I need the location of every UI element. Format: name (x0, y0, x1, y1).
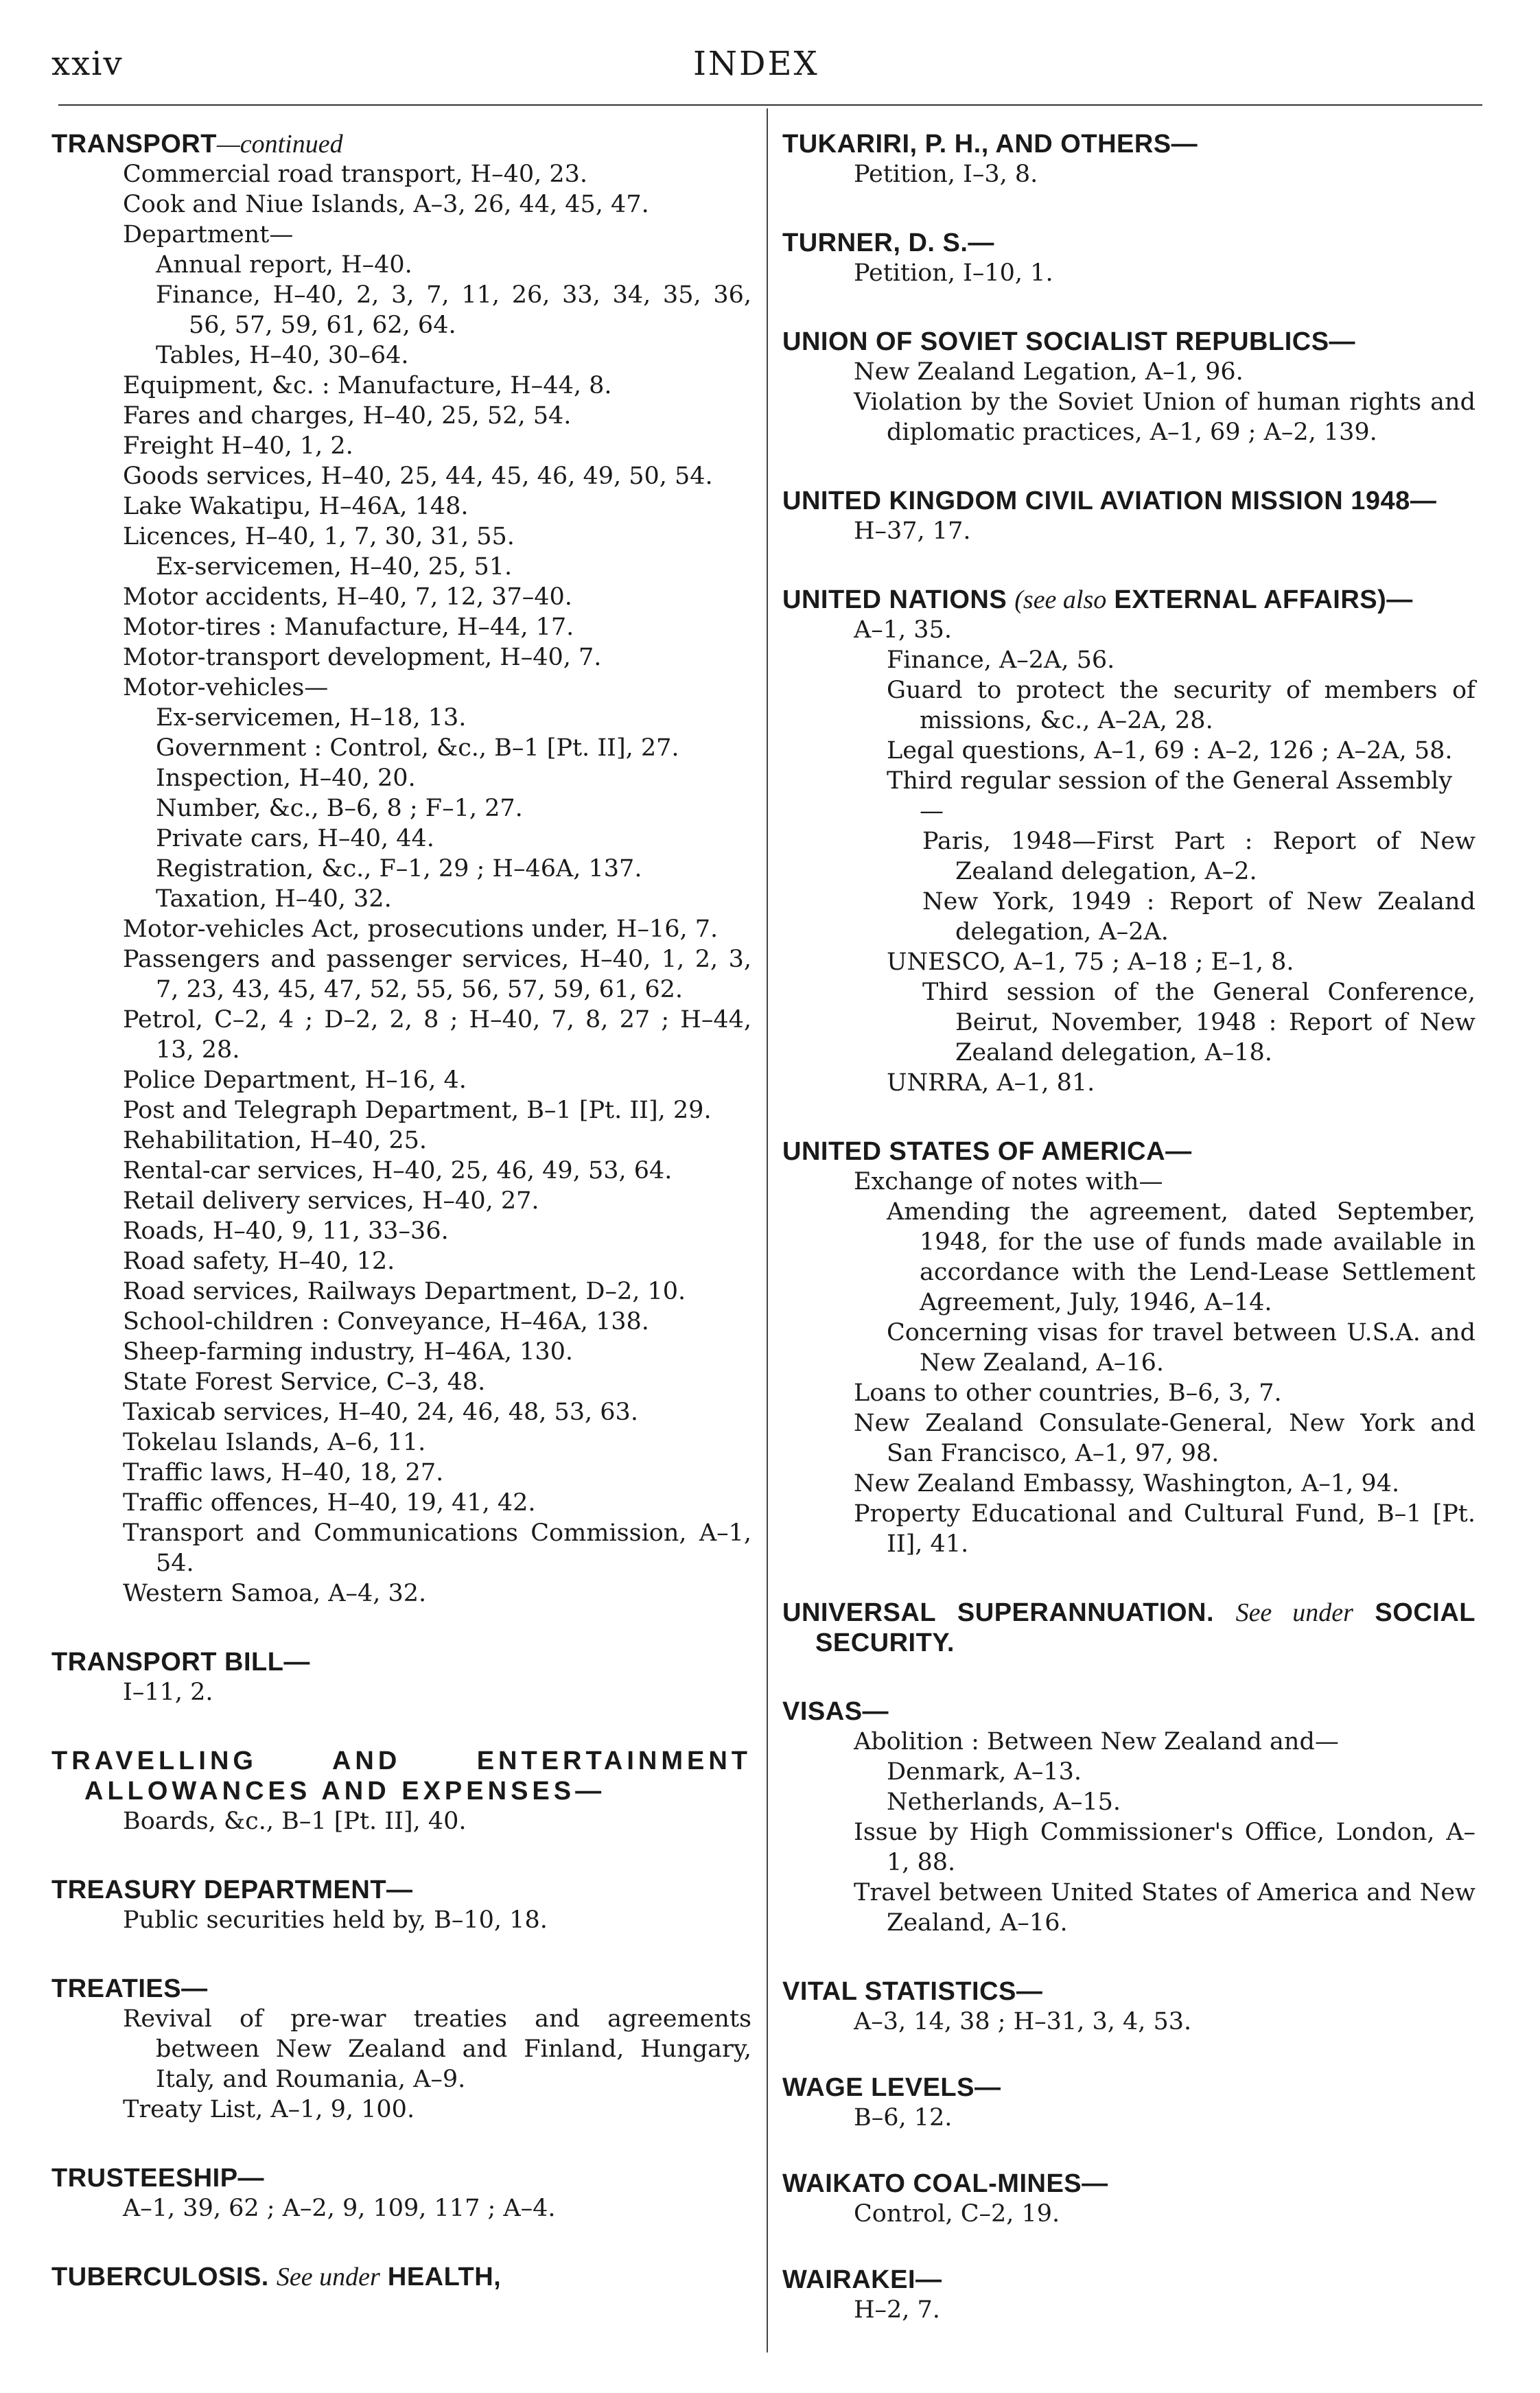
subentry: Roads, H–40, 9, 11, 33–36. (123, 1217, 449, 1245)
subentry: Road safety, H–40, 12. (123, 1248, 395, 1275)
subentry: Loans to other countries, B–6, 3, 7. (854, 1379, 1282, 1407)
entry-heading: TRUSTEESHIP— (51, 2164, 265, 2193)
subentry: Transport and Communications Commission, A–1, 54. (123, 1519, 751, 1577)
subentry: Treaty List, A–1, 9, 100. (123, 2096, 415, 2123)
subentry: Tokelau Islands, A–6, 11. (123, 1429, 426, 1456)
subentry: Post and Telegraph Department, B–1 [Pt. II], 29. (123, 1097, 712, 1124)
subentry: Passengers and passenger services, H–40, 1, 2, 3, 7, 23, 43, 45, 47, 52, 55, 56, 57, 59, 61, 62. (123, 946, 751, 1003)
subentry: Motor-vehicles— (123, 674, 329, 701)
subentry: Annual report, H–40. (156, 251, 412, 279)
subentry: Rehabilitation, H–40, 25. (123, 1127, 427, 1154)
subentry: New York, 1949 : Report of New Zealand delegation, A–2A. (922, 888, 1475, 946)
subentry: New Zealand Consulate-General, New York and San Francisco, A–1, 97, 98. (854, 1410, 1475, 1467)
subentry: Police Department, H–16, 4. (123, 1066, 467, 1094)
subentry: Motor accidents, H–40, 7, 12, 37–40. (123, 583, 572, 611)
index-entry-visas (782, 1696, 1475, 1938)
index-entry-tuberculosis (51, 2262, 751, 2292)
subentry: Issue by High Commissioner's Office, London, A–1, 88. (854, 1819, 1475, 1876)
subentry: H–2, 7. (854, 2296, 940, 2324)
subentry: Taxicab services, H–40, 24, 46, 48, 53, 63. (123, 1399, 638, 1426)
subentry: Traffic offences, H–40, 19, 41, 42. (123, 1489, 536, 1517)
index-entry-transport-bill (51, 1647, 751, 1707)
entry-heading: WAIKATO COAL-MINES— (782, 2169, 1108, 2198)
subentry: Third regular session of the General Assembly— (887, 767, 1453, 825)
entry-heading: UNIVERSAL SUPERANNUATION. See under SOCIAL SECURITY. (782, 1598, 1475, 1657)
subentry: Ex-servicemen, H–18, 13. (156, 704, 467, 732)
subentry: B–6, 12. (854, 2104, 953, 2132)
subentry: Commercial road transport, H–40, 23. (123, 161, 588, 188)
subentry: Number, &c., B–6, 8 ; F–1, 27. (156, 795, 523, 822)
subentry: Rental-car services, H–40, 25, 46, 49, 53, 64. (123, 1157, 673, 1184)
entry-heading: WAGE LEVELS— (782, 2073, 1001, 2102)
entry-heading: TRAVELLING AND ENTERTAINMENT ALLOWANCES AND EXPENSES— (51, 1747, 751, 1806)
index-entry-vital-statistics (782, 1976, 1475, 2037)
subentry: Concerning visas for travel between U.S.A. and New Zealand, A–16. (887, 1319, 1475, 1377)
subentry: Road services, Railways Department, D–2, 10. (123, 1278, 686, 1305)
subentry: Amending the agreement, dated September, 1948, for the use of funds made available in accordance with the Lend-Lease Settlement Agreement, July, 1946, A–14. (887, 1198, 1475, 1316)
entry-heading: TREASURY DEPARTMENT— (51, 1876, 413, 1904)
entry-heading: TURNER, D. S.— (782, 229, 994, 257)
index-entry-turner (782, 228, 1475, 288)
subentry: Equipment, &c. : Manufacture, H–44, 8. (123, 372, 612, 399)
subentry: Freight H–40, 1, 2. (123, 432, 353, 460)
subentry: Revival of pre-war treaties and agreements between New Zealand and Finland, Hungary, Italy, and Roumania, A–9. (123, 2005, 751, 2093)
subentry: Netherlands, A–15. (887, 1788, 1121, 1816)
index-entry-ussr (782, 327, 1475, 447)
subentry: Exchange of notes with— (854, 1168, 1163, 1195)
index-entry-treaties (51, 1974, 751, 2125)
subentry: Tables, H–40, 30–64. (156, 342, 409, 369)
index-entry-wairakei (782, 2265, 1475, 2325)
subentry: Department— (123, 221, 294, 248)
subentry: Lake Wakatipu, H–46A, 148. (123, 493, 469, 520)
subentry: Finance, H–40, 2, 3, 7, 11, 26, 33, 34, 35, 36, 56, 57, 59, 61, 62, 64. (156, 281, 751, 339)
subentry: New Zealand Embassy, Washington, A–1, 94. (854, 1470, 1400, 1497)
entry-heading: UNITED STATES OF AMERICA— (782, 1137, 1192, 1166)
subentry: Petition, I–10, 1. (854, 259, 1053, 287)
header-rule (58, 104, 1482, 106)
page-number: xxiv (51, 45, 124, 83)
subentry: H–37, 17. (854, 517, 971, 545)
subentry: Government : Control, &c., B–1 [Pt. II], 27. (156, 734, 679, 762)
subentry: School-children : Conveyance, H–46A, 138. (123, 1308, 649, 1335)
index-entry-united-nations (782, 585, 1475, 1098)
subentry: Paris, 1948—First Part : Report of New Zealand delegation, A–2. (922, 828, 1475, 885)
subentry: Abolition : Between New Zealand and— (854, 1728, 1339, 1755)
right-column (782, 129, 1475, 2361)
index-entry-uk-civil-aviation (782, 486, 1475, 546)
subentry: Travel between United States of America and New Zealand, A–16. (854, 1879, 1475, 1937)
entry-heading: VITAL STATISTICS— (782, 1977, 1043, 2006)
index-entry-usa (782, 1136, 1475, 1559)
subentry: A–1, 39, 62 ; A–2, 9, 109, 117 ; A–4. (123, 2195, 556, 2222)
subentry: Western Samoa, A–4, 32. (123, 1580, 427, 1607)
index-entry-tukariri (782, 129, 1475, 189)
index-entry-travelling (51, 1746, 751, 1836)
column-divider (767, 108, 768, 2353)
subentry: Registration, &c., F–1, 29 ; H–46A, 137. (156, 855, 642, 883)
subentry: Retail delivery services, H–40, 27. (123, 1187, 539, 1215)
subentry: Private cars, H–40, 44. (156, 825, 434, 852)
subentry: Third session of the General Conference, Beirut, November, 1948 : Report of New Zealand delegation, A–18. (922, 979, 1475, 1066)
subentry: Petition, I–3, 8. (854, 161, 1038, 188)
subentry: Control, C–2, 19. (854, 2200, 1060, 2228)
index-entry-waikato (782, 2169, 1475, 2229)
entry-heading: WAIRAKEI— (782, 2265, 942, 2294)
subentry: Goods services, H–40, 25, 44, 45, 46, 49, 50, 54. (123, 463, 713, 490)
subentry: State Forest Service, C–3, 48. (123, 1368, 486, 1396)
subentry: Legal questions, A–1, 69 : A–2, 126 ; A–2A, 58. (887, 737, 1453, 764)
subentry: Licences, H–40, 1, 7, 30, 31, 55. (123, 523, 515, 550)
subentry: Inspection, H–40, 20. (156, 764, 416, 792)
page-header (0, 38, 1540, 93)
subentry: UNRRA, A–1, 81. (887, 1069, 1095, 1097)
entry-heading: UNITED KINGDOM CIVIL AVIATION MISSION 1948— (782, 487, 1437, 515)
subentry: Cook and Niue Islands, A–3, 26, 44, 45, 47. (123, 191, 649, 218)
subentry: Guard to protect the security of members of missions, &c., A–2A, 28. (887, 677, 1475, 734)
subentry: Finance, A–2A, 56. (887, 646, 1115, 674)
subentry: Taxation, H–40, 32. (156, 885, 392, 913)
subentry: Sheep-farming industry, H–46A, 130. (123, 1338, 574, 1366)
index-entry-wage-levels (782, 2073, 1475, 2133)
entry-heading: VISAS— (782, 1697, 889, 1726)
subentry: Fares and charges, H–40, 25, 52, 54. (123, 402, 572, 430)
entry-heading: TUBERCULOSIS. See under HEALTH, (51, 2263, 502, 2291)
subentry: I–11, 2. (123, 1679, 213, 1706)
left-column (51, 129, 751, 2331)
subentry: Traffic laws, H–40, 18, 27. (123, 1459, 444, 1486)
subentry: New Zealand Legation, A–1, 96. (854, 358, 1244, 386)
entry-heading: TREATIES— (51, 1974, 208, 2003)
subentry: A–3, 14, 38 ; H–31, 3, 4, 53. (854, 2008, 1192, 2035)
index-entry-trusteeship (51, 2163, 751, 2223)
index-entry-universal-superannuation (782, 1598, 1475, 1658)
subentry: Property Educational and Cultural Fund, B–1 [Pt. II], 41. (854, 1500, 1475, 1558)
subentry: Motor-vehicles Act, prosecutions under, H–16, 7. (123, 915, 719, 943)
entry-heading: TUKARIRI, P. H., AND OTHERS— (782, 130, 1198, 159)
subentry: Denmark, A–13. (887, 1758, 1082, 1786)
subentry: UNESCO, A–1, 75 ; A–18 ; E–1, 8. (887, 948, 1294, 976)
running-title: INDEX (693, 45, 819, 83)
subentry: Petrol, C–2, 4 ; D–2, 2, 8 ; H–40, 7, 8, 27 ; H–44, 13, 28. (123, 1006, 751, 1064)
subentry: Ex-servicemen, H–40, 25, 51. (156, 553, 513, 581)
entry-heading: TRANSPORT—continued (51, 130, 343, 159)
entry-heading: UNITED NATIONS (see also EXTERNAL AFFAIRS)— (782, 585, 1413, 614)
index-entry-transport (51, 129, 751, 1609)
subentry: Violation by the Soviet Union of human rights and diplomatic practices, A–1, 69 ; A–2, 139. (854, 388, 1475, 446)
entry-heading: TRANSPORT BILL— (51, 1648, 310, 1677)
subentry: Motor-transport development, H–40, 7. (123, 644, 602, 671)
subentry: Motor-tires : Manufacture, H–44, 17. (123, 614, 574, 641)
subentry: Boards, &c., B–1 [Pt. II], 40. (123, 1808, 467, 1835)
entry-heading: UNION OF SOVIET SOCIALIST REPUBLICS— (782, 327, 1356, 356)
subentry: A–1, 35. (854, 616, 952, 644)
index-entry-treasury (51, 1875, 751, 1935)
subentry: Public securities held by, B–10, 18. (123, 1906, 548, 1934)
